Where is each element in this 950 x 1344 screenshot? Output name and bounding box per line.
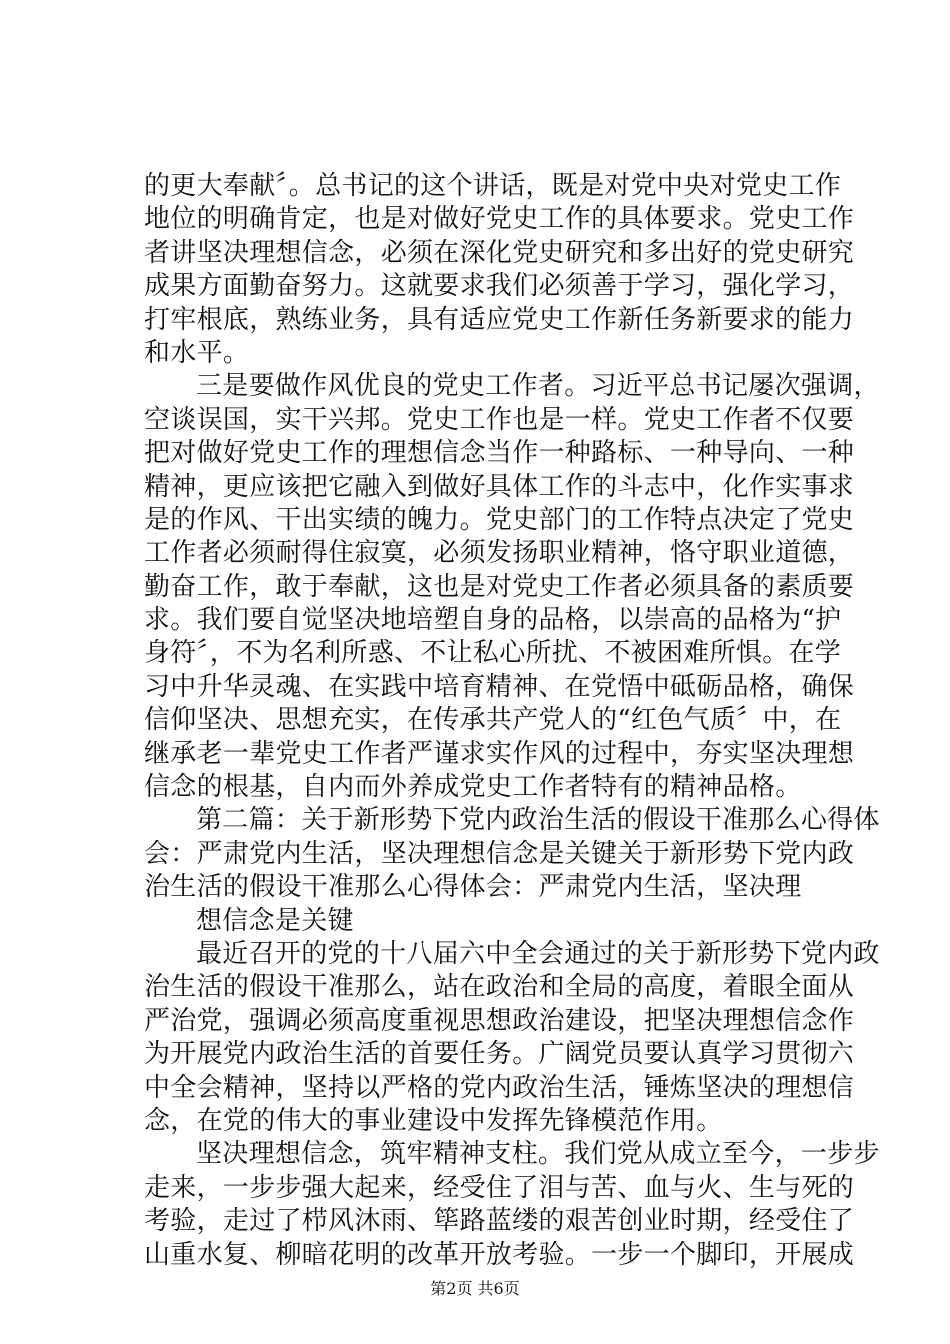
text-line: 是的作风、干出实绩的魄力。党史部门的工作特点决定了党史 [144, 504, 855, 535]
text-line: 考验，走过了栉风沐雨、筚路蓝缕的艰苦创业时期，经受住了 [144, 1206, 855, 1237]
text-line: 成果方面勤奋努力。这就要求我们必须善于学习，强化学习， [144, 271, 855, 302]
text-line: 和水平。 [144, 337, 250, 368]
text-line: 的更大奉献〞。总书记的这个讲话，既是对党中央对党史工作 [144, 171, 842, 201]
text-line: 求。我们要自觉坚决地培塑自身的品格，以崇高的品格为“护 [144, 605, 842, 636]
text-line: 为开展党内政治生活的首要任务。广阔党员要认真学习贯彻六 [144, 1039, 855, 1070]
text-line: 者讲坚决理想信念，必须在深化党史研究和多出好的党史研究 [144, 237, 855, 268]
paragraph-start: 三是要做作风优良的党史工作者。习近平总书记屡次强调， [196, 371, 880, 402]
text-line: 信仰坚决、思想充实，在传承共产党人的“红色气质〞中，在 [144, 705, 842, 736]
body-text [144, 170, 880, 1272]
text-line: 走来，一步步强大起来，经受住了泪与苦、血与火、生与死的 [144, 1172, 855, 1203]
section-heading-line: 会：严肃党内生活，坚决理想信念是关键关于新形势下党内政 [144, 838, 855, 869]
paragraph-start: 坚决理想信念，筑牢精神支柱。我们党从成立至今，一步步 [196, 1139, 880, 1170]
text-line: 念，在党的伟大的事业建设中发挥先锋模范作用。 [144, 1105, 723, 1136]
text-line: 继承老一辈党史工作者严谨求实作风的过程中，夯实坚决理想 [144, 738, 855, 769]
text-line: 空谈误国，实干兴邦。党史工作也是一样。党史工作者不仅要 [144, 404, 855, 435]
paragraph-start: 最近召开的党的十八届六中全会通过的关于新形势下党内政 [196, 938, 880, 969]
text-line: 山重水复、柳暗花明的改革开放考验。一步一个脚印，开展成 [144, 1239, 855, 1270]
text-line: 中全会精神，坚持以严格的党内政治生活，锤炼坚决的理想信 [144, 1072, 855, 1103]
text-line: 勤奋工作，敢于奉献，这也是对党史工作者必须具备的素质要 [144, 571, 855, 602]
text-line: 严治党，强调必须高度重视思想政治建设，把坚决理想信念作 [144, 1005, 855, 1036]
text-line: 精神，更应该把它融入到做好具体工作的斗志中，化作实事求 [144, 471, 855, 502]
text-line: 打牢根底，熟练业务，具有适应党史工作新任务新要求的能力 [144, 304, 855, 335]
text-line: 地位的明确肯定，也是对做好党史工作的具体要求。党史工作 [144, 204, 855, 235]
section-heading-line: 想信念是关键 [196, 905, 354, 936]
text-line: 工作者必须耐得住寂寞，必须发扬职业精神，恪守职业道德， [144, 538, 855, 569]
text-line: 把对做好党史工作的理想信念当作一种路标、一种导向、一种 [144, 438, 855, 469]
text-line: 身符〞，不为名利所惑、不让私心所扰、不被困难所惧。在学 [144, 638, 842, 669]
text-line: 信念的根基，自内而外养成党史工作者特有的精神品格。 [144, 772, 802, 803]
section-heading-line: 第二篇：关于新形势下党内政治生活的假设干准那么心得体 [196, 805, 880, 836]
page-number-footer: 第2页 共6页 [430, 1279, 520, 1298]
text-line: 治生活的假设干准那么，站在政治和全局的高度，着眼全面从 [144, 972, 855, 1003]
section-heading-line: 治生活的假设干准那么心得体会：严肃党内生活，坚决理 [144, 872, 802, 903]
text-line: 习中升华灵魂、在实践中培育精神、在党悟中砥砺品格，确保 [144, 671, 855, 702]
